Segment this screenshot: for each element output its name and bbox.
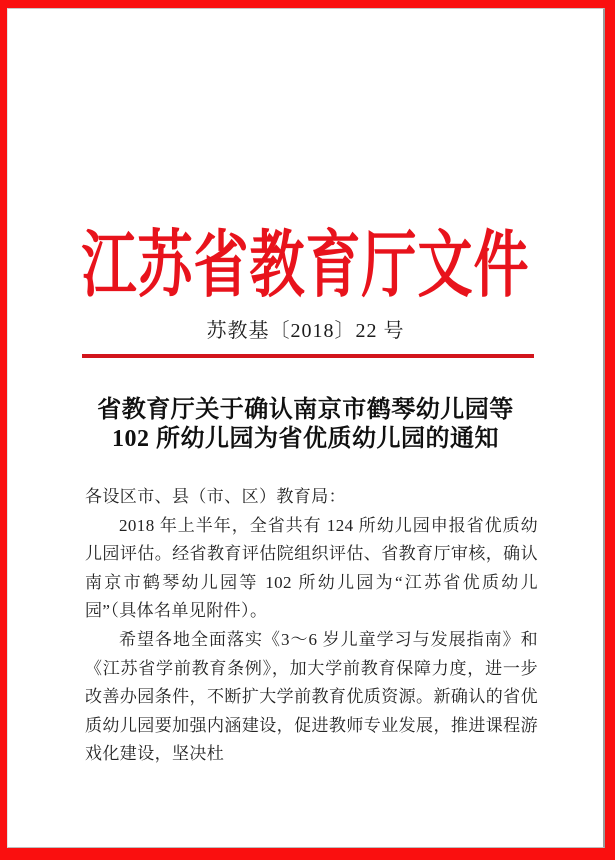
document-page <box>7 8 605 848</box>
body-paragraph-2: 希望各地全面落实《3～6 岁儿童学习与发展指南》和《江苏省学前教育条例》，加大学前教育保障力度，进一步改善办园条件，不断扩大学前教育优质资源。新确认的省优质幼儿园要加强内涵建设，促进教师专业发展，推进课程游戏化建设，坚决杜 <box>85 629 538 764</box>
document-title-line1: 省教育厅关于确认南京市鹤琴幼儿园等 <box>97 397 514 423</box>
red-separator-line <box>82 354 534 358</box>
document-title-line2: 102 所幼儿园为省优质幼儿园的通知 <box>112 426 499 452</box>
document-body <box>85 483 538 769</box>
body-paragraph-1: 2018 年上半年，全省共有 124 所幼儿园申报省优质幼儿园评估。经省教育评估院组织评估、省教育厅审核，确认南京市鹤琴幼儿园等 102 所幼儿园为“江苏省优质幼儿园”（具体名单见附件）。 <box>85 515 538 621</box>
agency-header-title: 江苏省教育厅文件 <box>81 225 530 306</box>
document-number: 苏教基〔2018〕22 号 <box>206 320 405 342</box>
document-title <box>8 396 603 454</box>
salutation-line: 各设区市、县（市、区）教育局： <box>85 487 346 506</box>
